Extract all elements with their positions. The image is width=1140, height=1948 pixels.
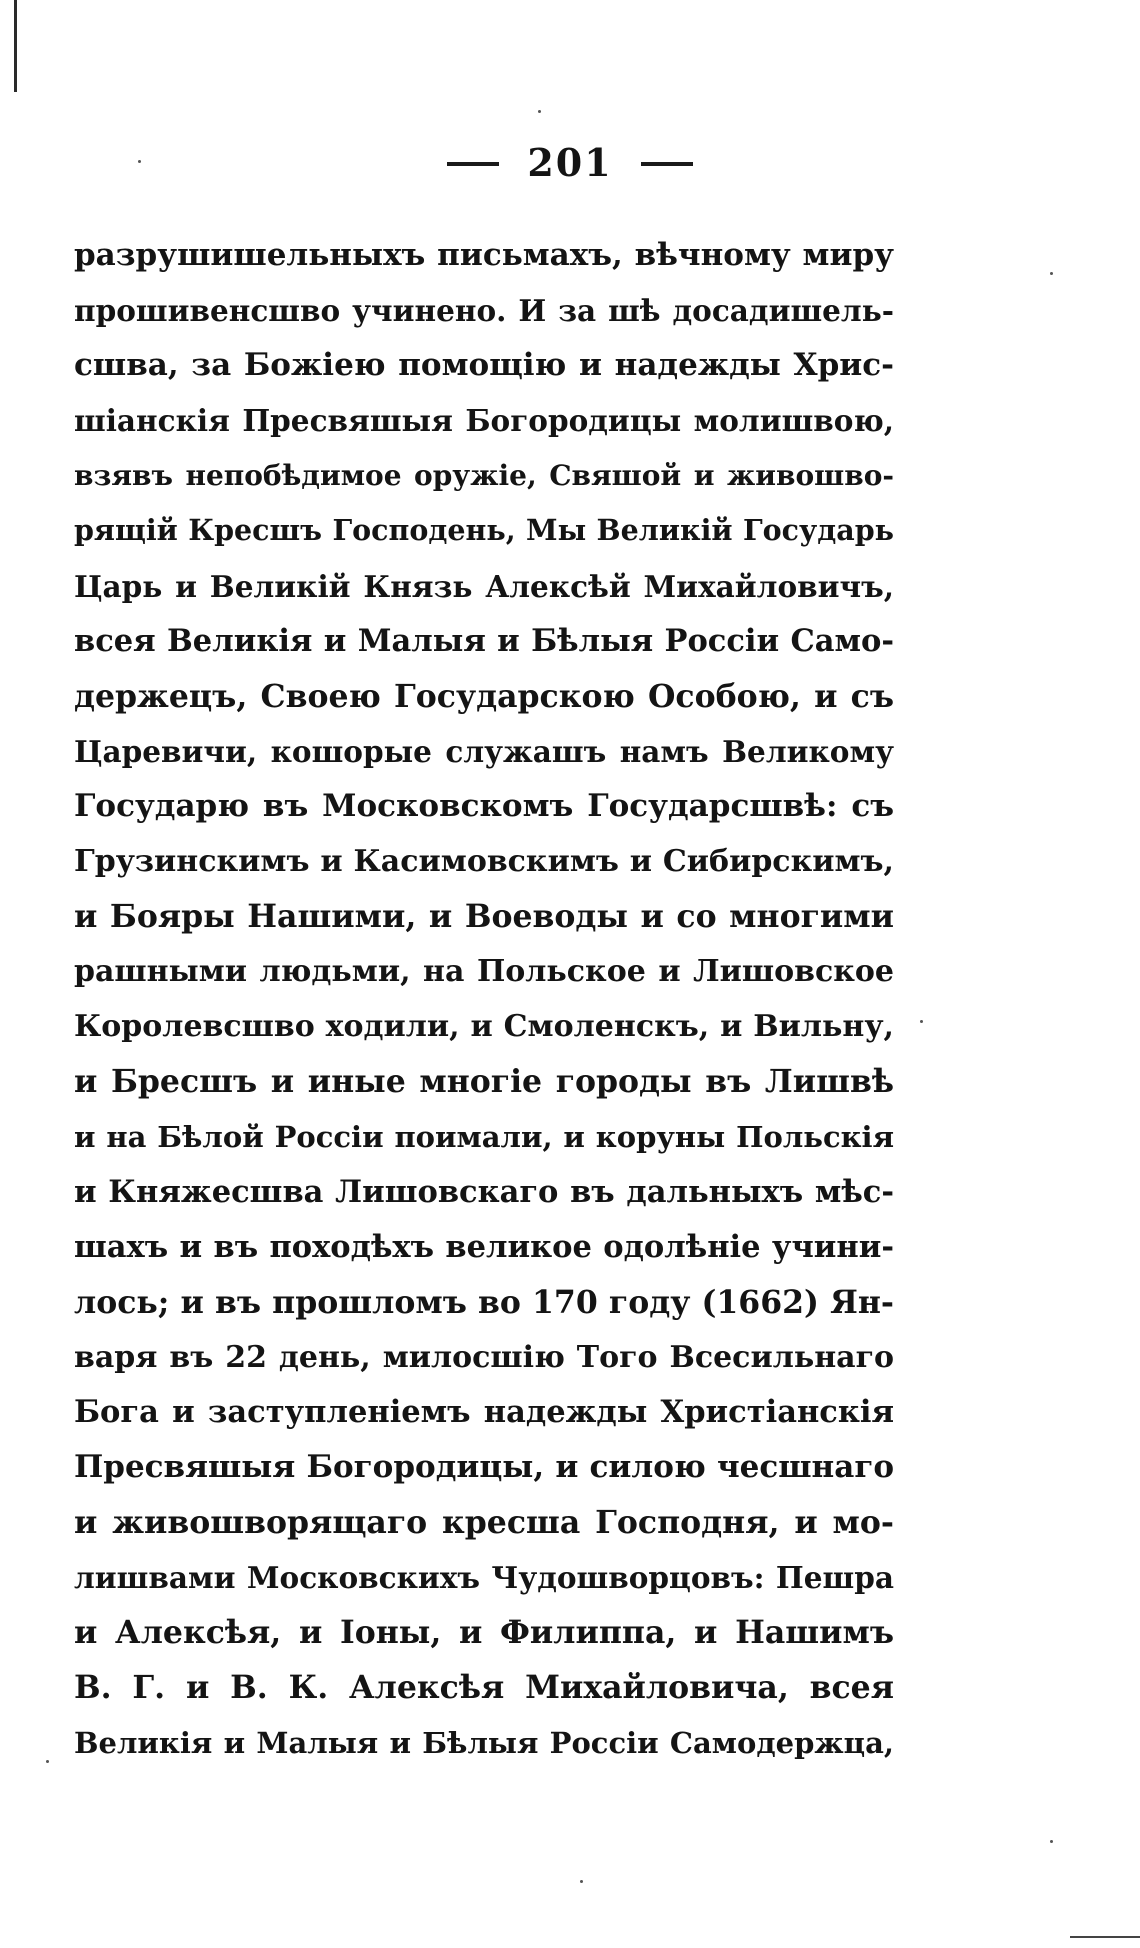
scan-speck [580, 1880, 583, 1883]
page-number-dash-left [447, 162, 499, 166]
scan-speck [46, 1760, 49, 1763]
text-line: прошивенсшво учинено. И за шѣ досадишель- [74, 293, 894, 329]
scan-edge-mark [14, 0, 17, 92]
scan-bottom-mark [1070, 1936, 1140, 1938]
scan-speck [1050, 272, 1053, 275]
text-line: Царь и Великій Князь Алексѣй Михайловичъ, [74, 568, 894, 604]
text-line: рящій Кресшъ Господень, Мы Великій Государь [74, 513, 894, 548]
scan-speck [138, 160, 141, 163]
text-line: лось; и въ прошломъ во 170 году (1662) Ян- [74, 1283, 894, 1321]
text-line: Бога и заступленіемъ надежды Христіанскія [74, 1393, 894, 1430]
scan-speck [1050, 1840, 1053, 1843]
body-text [74, 228, 894, 1771]
text-line: и Бояры Нашими, и Воеводы и со многими [74, 898, 894, 936]
page-number [0, 140, 1140, 185]
text-line: Великія и Малыя и Бѣлыя Россіи Самодержца, [74, 1725, 894, 1760]
text-line: Пресвяшыя Богородицы, и силою чесшнаго [74, 1449, 894, 1486]
text-line: рашными людьми, на Польское и Лишовское [74, 954, 894, 990]
text-line: Грузинскимъ и Касимовскимъ и Сибирскимъ, [74, 844, 894, 880]
text-line: и Алексѣя, и Іоны, и Филиппа, и Нашимъ [74, 1614, 894, 1652]
text-line: варя въ 22 день, милосшію Того Всесильнаго [74, 1339, 894, 1375]
text-line: Королевсшво ходили, и Смоленскъ, и Вильну, [74, 1009, 894, 1045]
text-line: Государю въ Московскомъ Государсшвѣ: съ [74, 787, 894, 824]
text-line: сшва, за Божіею помощію и надежды Хрис- [74, 347, 894, 384]
text-line: взявъ непобѣдимое оружіе, Свяшой и живошво- [74, 459, 894, 493]
text-line: лишвами Московскихъ Чудошворцовъ: Пешра [74, 1560, 894, 1596]
text-line: всея Великія и Малыя и Бѣлыя Россіи Само- [74, 622, 894, 659]
page-number-dash-right [641, 162, 693, 166]
text-line: и живошворящаго кресша Господня, и мо- [74, 1504, 894, 1542]
text-line: держецъ, Своею Государскою Особою, и съ [74, 677, 894, 715]
text-line: и Княжесшва Лишовскаго въ дальныхъ мѣс- [74, 1173, 894, 1210]
text-line: и на Бѣлой Россіи поимали, и коруны Польскія [74, 1119, 894, 1154]
scan-speck [920, 1020, 923, 1023]
text-line: Царевичи, кошорые служашъ намъ Великому [74, 733, 894, 769]
text-line: разрушишельныхъ письмахъ, вѣчному миру [74, 237, 894, 273]
text-line: В. Г. и В. К. Алексѣя Михайловича, всея [74, 1669, 894, 1707]
page-number-value: 201 [527, 140, 613, 185]
text-line: шахъ и въ походѣхъ великое одолѣніе учини- [74, 1228, 894, 1265]
scan-speck [538, 110, 541, 113]
text-line: и Бресшъ и иные многіе городы въ Лишвѣ [74, 1063, 894, 1101]
text-line: шіанскія Пресвяшыя Богородицы молишвою, [74, 403, 894, 439]
